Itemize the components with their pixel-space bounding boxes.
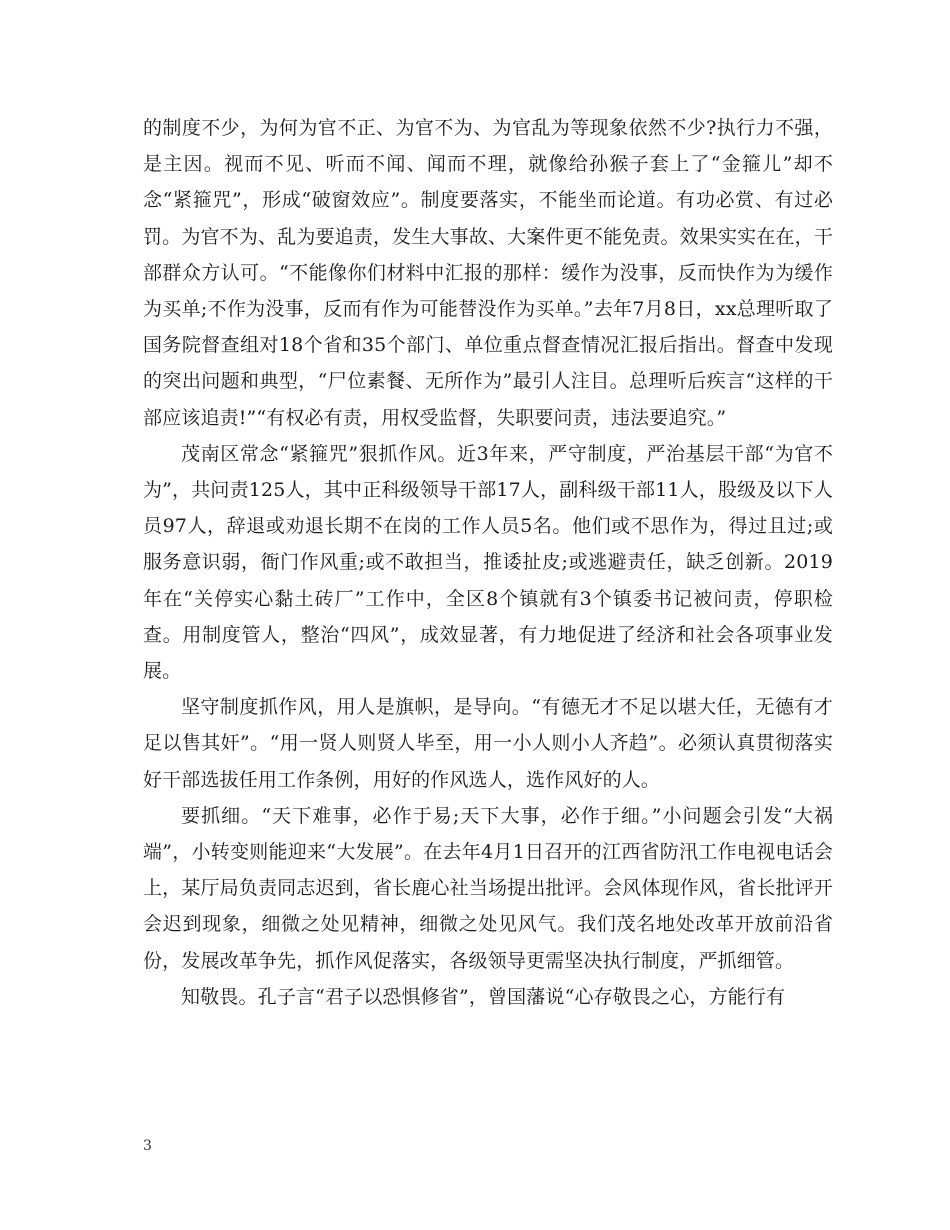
- paragraph-continued: 的制度不少，为何为官不正、为官不为、为官乱为等现象依然不少?执行力不强，是主因。视而不见、听而不闻、闻而不理，就像给孙猴子套上了“金箍儿”却不念“紧箍咒”，形成“破窗效应”。制度要落实，不能坐而论道。有功必赏、有过必罚。为官不为、乱为要追责，发生大事故、大案件更不能免责。效果实实在在，干部群众方认可。“不能像你们材料中汇报的那样：缓作为没事，反而快作为为缓作为买单;不作为没事，反而有作为可能替没作为买单。”去年7月8日，xx总理听取了国务院督查组对18个省和35个部门、单位重点督查情况汇报后指出。督查中发现的突出问题和典型，“尸位素餐、无所作为”最引人注目。总理听后疾言“这样的干部应该追责!”“有权必有责，用权受监督，失职要问责，违法要追究。”: [143, 117, 833, 429]
- page-number: 3: [143, 1138, 152, 1154]
- paragraph-detail: 要抓细。“天下难事，必作于易;天下大事，必作于细。”小问题会引发“大祸端”，小转变则能迎来“大发展”。在去年4月1日召开的江西省防汛工作电视电话会上，某厅局负责同志迟到，省长鹿心社当场提出批评。会风体现作风，省长批评开会迟到现象，细微之处见精神，细微之处见风气。我们茂名地处改革开放前沿省份，发展改革争先，抓作风促落实，各级领导更需坚决执行制度，严抓细管。: [143, 804, 833, 972]
- paragraph-reverence: 知敬畏。孔子言“君子以恐惧修省”，曾国藩说“心存敬畏之心，方能行有: [181, 985, 786, 1008]
- paragraph-employment: 坚守制度抓作风，用人是旗帜，是导向。“有德无才不足以堪大任，无德有才足以售其奸”。“用一贤人则贤人毕至，用一小人则小人齐趋”。必须认真贯彻落实好干部选拔任用工作条例，用好的作风选人，选作风好的人。: [143, 696, 833, 791]
- paragraph-maonan: 茂南区常念“紧箍咒”狠抓作风。近3年来，严守制度，严治基层干部“为官不为”，共问责125人，其中正科级领导干部17人，副科级干部11人，股级及以下人员97人，辞退或劝退长期不在岗的工作人员5名。他们或不思作为，得过且过;或服务意识弱，衙门作风重;或不敢担当，推诿扯皮;或逃避责任，缺乏创新。2019年在“关停实心黏土砖厂”工作中，全区8个镇就有3个镇委书记被问责，停职检查。用制度管人，整治“四风”，成效显著，有力地促进了经济和社会各项事业发展。: [143, 442, 833, 683]
- body-text: [143, 110, 833, 1015]
